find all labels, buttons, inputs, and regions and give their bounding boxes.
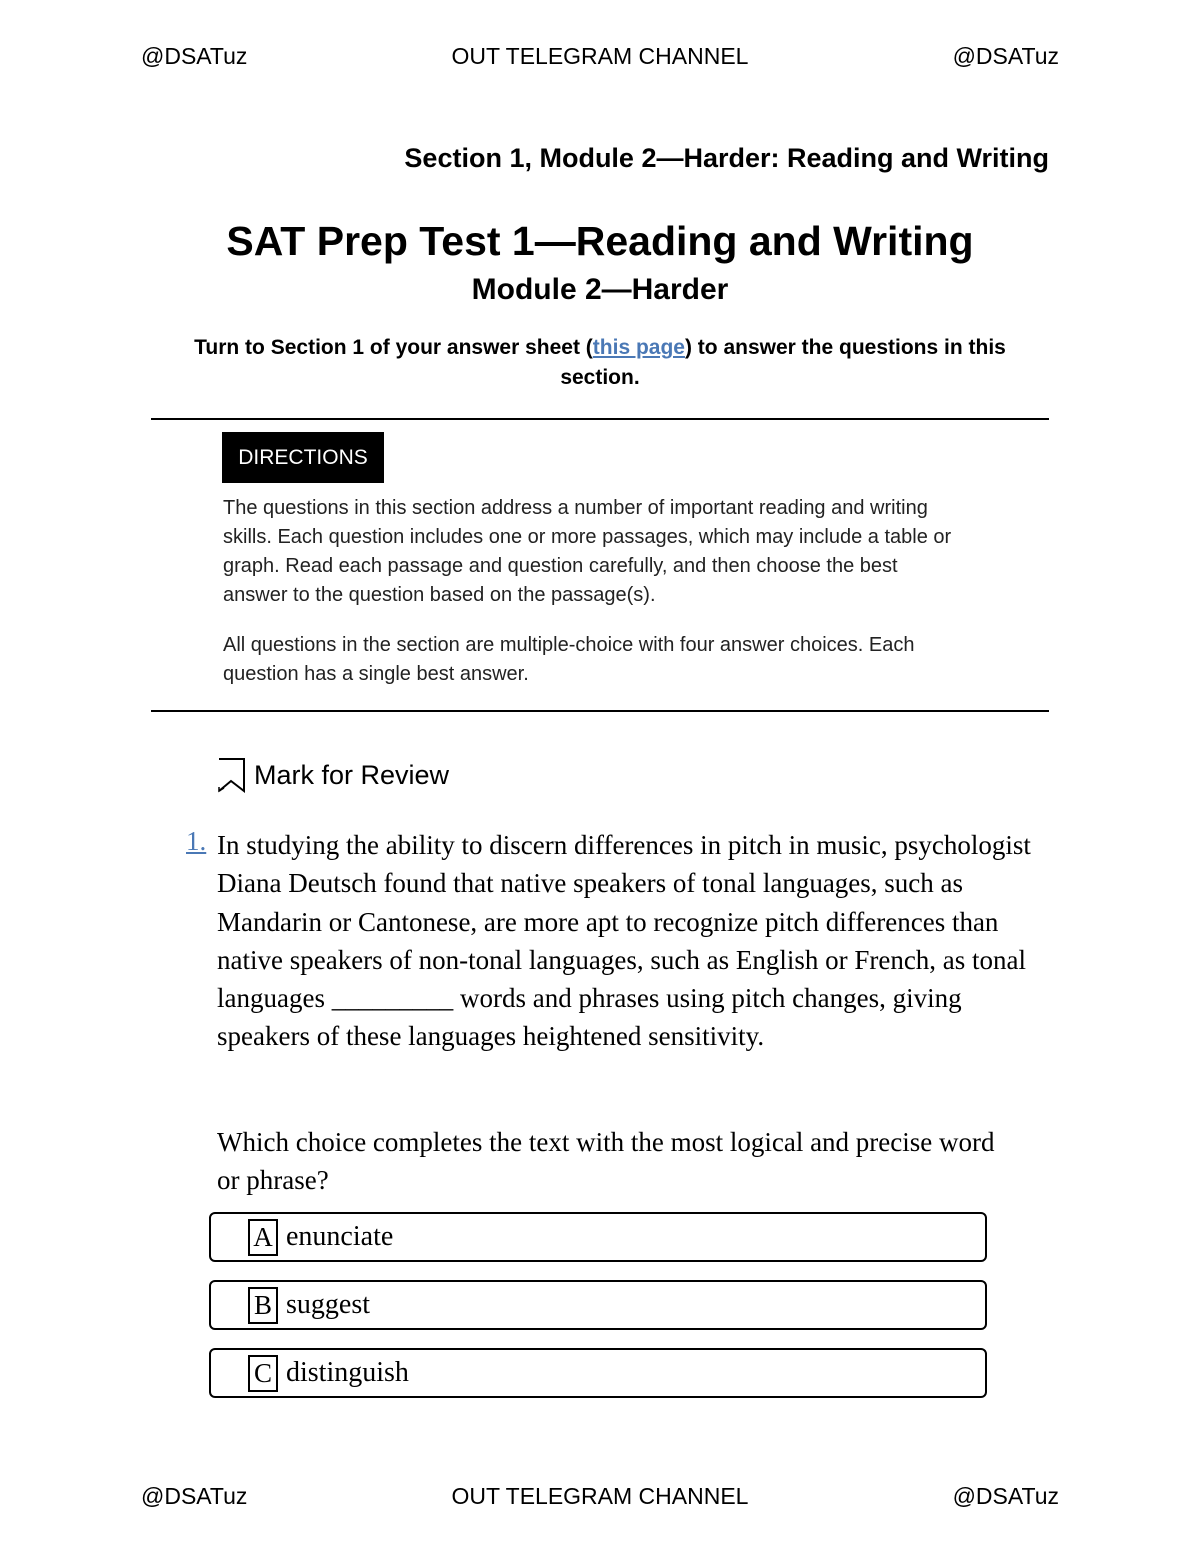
mark-for-review-label: Mark for Review [254,759,450,790]
footer-left-handle: @DSATuz [141,1483,248,1509]
footer-channel-label: OUT TELEGRAM CHANNEL [451,1483,749,1509]
question-passage: In studying the ability to discern differences in pitch in music, psychologist Diana Deutsch found that native speakers of tonal languages, such as Mandarin or Cantonese, are more apt to recognize pitch differences than native speakers of non-tonal languages, such as English or French, as tonal languages _________ words and phrases using pitch changes, giving speakers of these languages heightened sensitivity. [217,830,1031,1052]
directions-paragraph-2: All questions in the section are multiple-choice with four answer choices. Each question has a single best answer. [223,634,915,685]
directions-paragraph-1: The questions in this section address a number of important reading and writing skills. Each question includes one or more passages, which may include a table or graph. Read each passage and question carefully, and then choose the best answer to the question based on the passage(s). [223,497,952,606]
answer-sheet-instruction [160,333,1040,393]
header-right-handle: @DSATuz [952,43,1059,69]
page-header [141,43,1059,73]
answer-choice-c[interactable] [209,1348,987,1398]
answer-choice-a[interactable] [209,1212,987,1262]
question-number[interactable]: 1. [186,826,207,856]
choice-letter: B [248,1287,278,1324]
bookmark-icon [216,757,246,793]
answer-sheet-link[interactable]: this page [592,336,685,359]
mark-for-review-button[interactable] [216,757,449,793]
answer-choice-b[interactable] [209,1280,987,1330]
page-footer [141,1483,1059,1513]
directions-bottom-divider [151,710,1049,712]
header-left-handle: @DSATuz [141,43,248,69]
directions-badge: DIRECTIONS [222,432,384,483]
question-prompt: Which choice completes the text with the most logical and precise word or phrase? [217,1127,995,1196]
header-channel-label: OUT TELEGRAM CHANNEL [451,43,749,69]
section-heading: Section 1, Module 2—Harder: Reading and Writing [404,143,1049,173]
choice-letter: A [248,1219,278,1256]
choice-letter: C [248,1355,278,1392]
instruction-text-before: Turn to Section 1 of your answer sheet ( [194,336,593,359]
directions-top-divider [151,418,1049,420]
footer-right-handle: @DSATuz [952,1483,1059,1509]
page-subtitle: Module 2—Harder [471,273,729,306]
page-title: SAT Prep Test 1—Reading and Writing [226,218,974,264]
choice-text: distinguish [286,1357,409,1388]
choice-text: enunciate [286,1221,394,1252]
instruction-text-after: ) to answer the questions in this section. [560,336,1006,389]
choice-text: suggest [286,1289,370,1320]
